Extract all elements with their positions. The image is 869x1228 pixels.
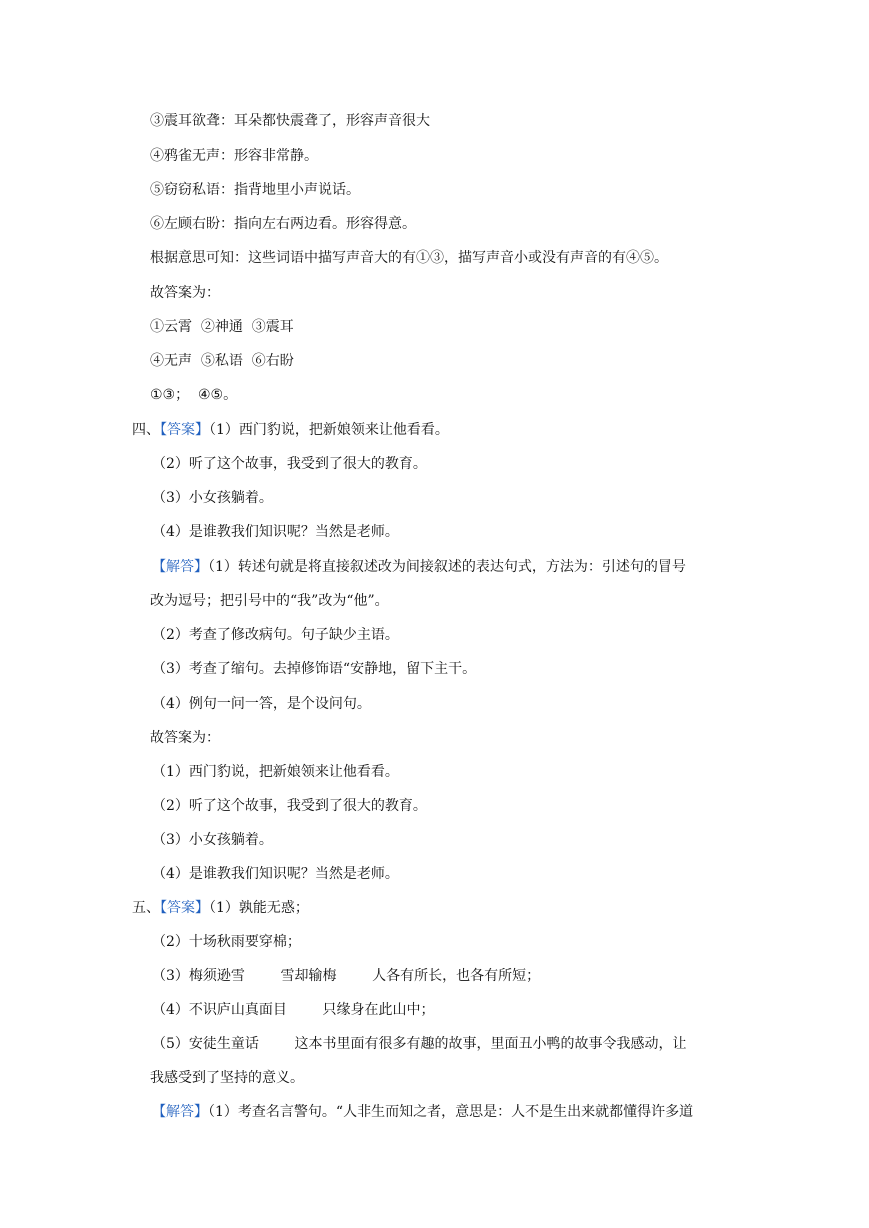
text-line: （3）小女孩躺着。 — [152, 490, 273, 506]
solution-text: （1）考查名言警句。“人非生而知之者，意思是：人不是生出来就都懂得许多道 — [208, 1104, 694, 1120]
text-line: ①云霄 ②神通 ③震耳 — [150, 319, 294, 335]
text-line: ③震耳欲聋：耳朵都快震聋了，形容声音很大 — [150, 113, 430, 129]
text-line: ①③； ④⑤。 — [150, 387, 238, 403]
text-line: （4）例句一问一答，是个设问句。 — [152, 696, 371, 712]
solution-text: （1）转述句就是将直接叙述改为间接叙述的表达句式，方法为：引述句的冒号 — [208, 559, 686, 575]
text-line: （2）听了这个故事，我受到了很大的教育。 — [152, 798, 427, 814]
text-line: （3）小女孩躺着。 — [152, 832, 273, 848]
answer-tag: 【答案】 — [160, 422, 209, 438]
section-number: 四、 — [132, 422, 160, 438]
text-line: （1）西门豹说，把新娘领来让他看看。 — [152, 764, 399, 780]
answer-text: （1）孰能无惑； — [209, 900, 309, 916]
solution-line — [152, 557, 686, 577]
answer-text: （1）西门豹说，把新娘领来让他看看。 — [209, 422, 449, 438]
section-four-answer-line — [132, 420, 449, 440]
text-line: （3）梅须逊雪 雪却输梅 人各有所长，也各有所短； — [152, 968, 541, 984]
text-line: 故答案为： — [150, 285, 220, 301]
text-line: 根据意思可知：这些词语中描写声音大的有①③，描写声音小或没有声音的有④⑤。 — [150, 250, 668, 266]
solution-tag: 【解答】 — [152, 559, 208, 575]
text-line: ④无声 ⑤私语 ⑥右盼 — [150, 353, 294, 369]
answer-tag: 【答案】 — [160, 900, 209, 916]
text-line: 我感受到了坚持的意义。 — [150, 1070, 304, 1086]
section-five-answer-line — [132, 898, 309, 918]
text-line: （4）是谁教我们知识呢？当然是老师。 — [152, 866, 399, 882]
solution-line — [152, 1102, 693, 1122]
text-line: ⑤窃窃私语：指背地里小声说话。 — [150, 182, 360, 198]
text-line: ⑥左顾右盼：指向左右两边看。形容得意。 — [150, 216, 416, 232]
text-line: （5）安徒生童话 这本书里面有很多有趣的故事，里面丑小鸭的故事令我感动，让 — [152, 1036, 687, 1052]
section-number: 五、 — [132, 900, 160, 916]
text-line: ④鸦雀无声：形容非常静。 — [150, 148, 318, 164]
text-line: （2）十场秋雨要穿棉； — [152, 934, 301, 950]
text-line: （2）听了这个故事，我受到了很大的教育。 — [152, 456, 427, 472]
text-line: （3）考查了缩句。去掉修饰语“安静地，留下主干。 — [152, 661, 477, 677]
text-line: 故答案为： — [150, 730, 220, 746]
text-line: （4）不识庐山真面目 只缘身在此山中； — [152, 1002, 435, 1018]
solution-tag: 【解答】 — [152, 1104, 208, 1120]
text-line: 改为逗号；把引号中的“我”改为“他”。 — [150, 593, 389, 609]
text-line: （2）考查了修改病句。句子缺少主语。 — [152, 627, 399, 643]
text-line: （4）是谁教我们知识呢？当然是老师。 — [152, 524, 399, 540]
